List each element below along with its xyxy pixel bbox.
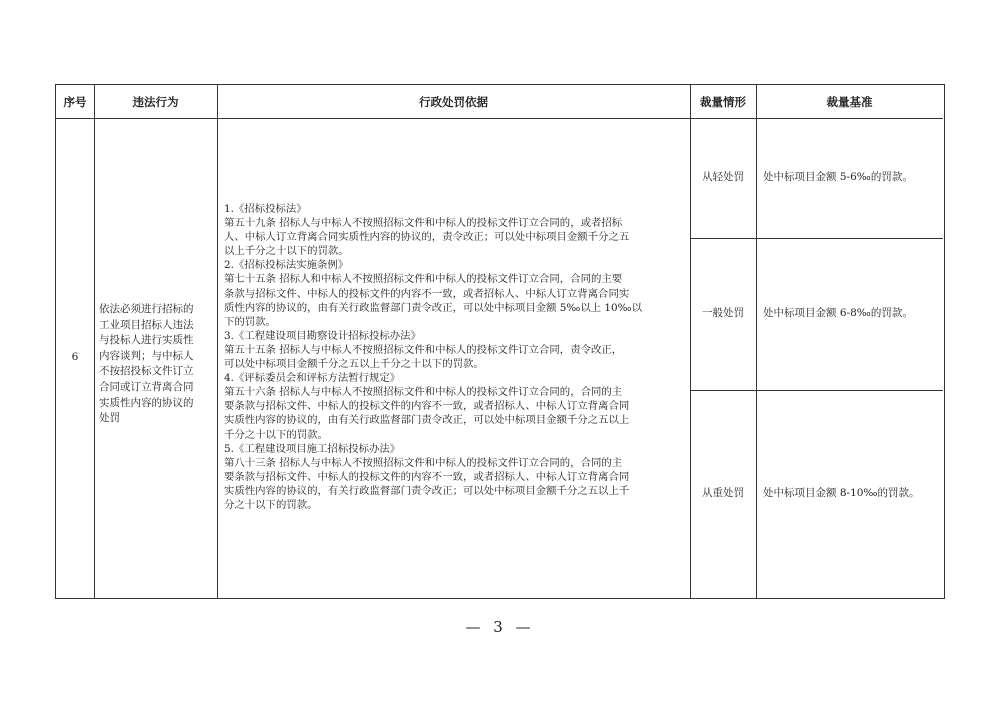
standard-light (763, 118, 941, 238)
basis-line: 质性内容的协议的，由有关行政监督部门责令改正，可以处中标项目金额 5‰以上 10‰以 (224, 301, 642, 314)
basis-line: 要条款与招标文件、中标人的投标文件的内容不一致，或者招标人、中标人订立背离合同 (224, 470, 630, 483)
basis-line: 3.《工程建设项目勘察设计招标投标办法》 (224, 329, 421, 342)
legal-basis-text (224, 202, 686, 512)
standard-label: 处中标项目金额 6-8‰的罚款。 (763, 307, 913, 320)
standard-label: 处中标项目金额 5-6‰的罚款。 (763, 171, 913, 184)
basis-line: 实质性内容的协议的，由有关行政监督部门责令改正，可以处中标项目金额千分之五以上 (224, 414, 630, 427)
col-divider (756, 85, 757, 598)
circumstance-light (690, 118, 756, 238)
circumstance-label: 从重处罚 (702, 487, 744, 500)
basis-line: 人、中标人订立背离合同实质性内容的协议的，责令改正；可以处中标项目金额千分之五 (224, 231, 630, 244)
basis-line: 分之十以下的罚款。 (224, 498, 318, 511)
header-basis: 行政处罚依据 (217, 85, 690, 119)
violation-line: 内容谈判；与中标人 (99, 349, 194, 362)
basis-line: 1.《招标投标法》 (224, 203, 307, 215)
basis-line: 第八十三条 招标人与中标人不按照招标文件和中标人的投标文件订立合同的，合同的主 (224, 456, 623, 469)
violation-line: 不按招投标文件订立 (99, 365, 194, 378)
basis-line: 可以处中标项目金额千分之五以上千分之十以下的罚款。 (224, 358, 484, 371)
violation-line: 合同或订立背离合同 (99, 380, 194, 393)
violation-line: 依法必须进行招标的 (99, 303, 194, 315)
violation-line: 实质性内容的协议的 (99, 396, 194, 409)
basis-line: 第五十五条 招标人与中标人不按照招标文件和中标人的投标文件订立合同，责令改正， (224, 343, 623, 356)
violation-text (99, 302, 215, 427)
col-divider (217, 85, 218, 598)
basis-line: 第七十五条 招标人和中标人不按照招标文件和中标人的投标文件订立合同，合同的主要 (224, 273, 623, 286)
basis-line: 条款与招标文件、中标人的投标文件的内容不一致，或者招标人、中标人订立背离合同实 (224, 287, 630, 300)
basis-line: 实质性内容的协议的，有关行政监督部门责令改正；可以处中标项目金额千分之五以上千 (224, 484, 630, 497)
header-circumstance: 裁量情形 (690, 85, 756, 119)
standard-label: 处中标项目金额 8-10‰的罚款。 (763, 487, 920, 500)
seq-number: 6 (71, 351, 79, 364)
header-standard: 裁量基准 (756, 85, 943, 119)
standard-heavy (763, 390, 941, 598)
header-seq: 序号 (56, 85, 94, 119)
basis-line: 5.《工程建设项目施工招标投标办法》 (224, 442, 401, 455)
circumstance-label: 从轻处罚 (702, 171, 744, 184)
circumstance-normal (690, 238, 756, 390)
basis-line: 千分之十以下的罚款。 (224, 428, 328, 441)
violation-line: 与投标人进行实质性 (99, 334, 194, 347)
header-violation: 违法行为 (94, 85, 217, 119)
page-number: — 3 — (465, 618, 535, 636)
circumstance-heavy (690, 390, 756, 598)
basis-line: 第五十六条 招标人与中标人不按照招标文件和中标人的投标文件订立合同的，合同的主 (224, 386, 623, 399)
basis-line: 2.《招标投标法实施条例》 (224, 259, 349, 272)
basis-line: 第五十九条 招标人与中标人不按照招标文件和中标人的投标文件订立合同的，或者招标 (224, 217, 623, 230)
violation-line: 工业项目招标人违法 (99, 318, 194, 331)
basis-line: 下的罚款。 (224, 315, 276, 328)
circumstance-label: 一般处罚 (702, 307, 744, 320)
col-divider (94, 85, 95, 598)
standard-normal (763, 238, 941, 390)
basis-line: 4.《评标委员会和评标方法暂行规定》 (224, 372, 401, 385)
violation-line: 处罚 (99, 412, 120, 425)
basis-line: 以上千分之十以下的罚款。 (224, 245, 349, 258)
row-seq (56, 118, 94, 598)
basis-line: 要条款与招标文件、中标人的投标文件的内容不一致，或者招标人、中标人订立背离合同 (224, 400, 630, 413)
penalty-table (55, 84, 945, 599)
